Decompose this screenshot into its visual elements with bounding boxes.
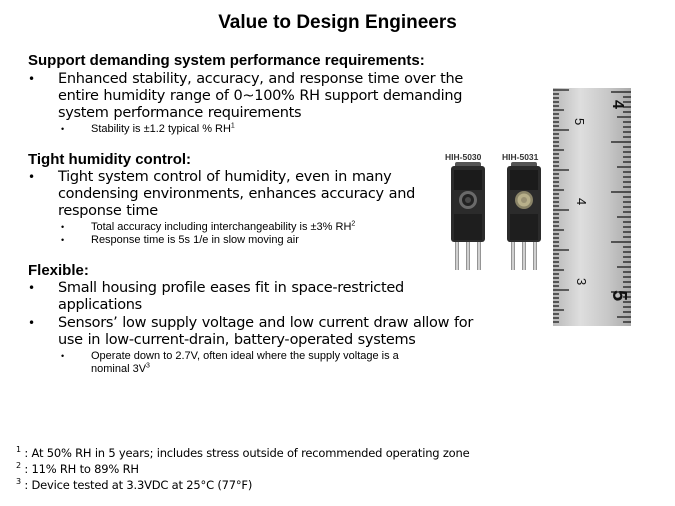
bullet-line: • Sensors’ low supply voltage and low current draw allow for: [58, 315, 474, 331]
bullet-item: [28, 280, 508, 314]
sensor-hih5031-image: [503, 162, 545, 272]
ruler-number: 4: [609, 100, 626, 109]
footnote-ref: 3: [146, 362, 150, 370]
sub-bullet-text: Total accuracy including interchangeability is ±3% RH: [91, 221, 352, 233]
bullet-line: response time: [58, 203, 158, 219]
bullet-line: condensing environments, enhances accuracy and: [58, 186, 415, 202]
footnote-ref: 2: [351, 220, 356, 228]
sensor-label-hih5031: HIH-5031: [502, 152, 539, 162]
ruler-image: [553, 88, 631, 326]
footnote-item: [16, 445, 469, 461]
bullet-line: entire humidity range of 0~100% RH support demanding: [58, 88, 463, 104]
sub-bullet-line: • Operate down to 2.7V, often ideal where the supply voltage is a: [91, 350, 399, 362]
sub-bullet-line: nominal 3V: [91, 363, 147, 375]
footnote-item: [16, 461, 469, 477]
bullet-item: [28, 315, 508, 349]
bullet-line: • Enhanced stability, accuracy, and response time over the: [58, 71, 464, 87]
sub-bullet-text: Stability is ±1.2 typical % RH: [91, 123, 231, 135]
footnote-ref: 1: [230, 122, 235, 130]
footnotes: [16, 445, 469, 493]
sub-bullet-item: [28, 350, 508, 376]
bullet-line: applications: [58, 297, 142, 313]
sub-bullet-item: [28, 234, 448, 247]
footnote-number: 3: [16, 477, 21, 487]
slide-title: Value to Design Engineers: [218, 12, 457, 33]
footnote-text: : Device tested at 3.3VDC at 25°C (77°F): [20, 478, 253, 492]
section-humidity-control: [28, 151, 448, 247]
bullet-line: • Tight system control of humidity, even in many: [58, 169, 392, 185]
section-performance: [28, 52, 498, 136]
sub-bullet-item: [28, 123, 498, 136]
sub-bullet-text: Response time is 5s 1/e in slow moving air: [91, 234, 299, 246]
sensor-label-hih5030: HIH-5030: [445, 152, 482, 162]
ruler-number: 5: [572, 118, 587, 126]
ruler-number: 5: [608, 290, 630, 302]
bullet-line: system performance requirements: [58, 105, 302, 121]
section-flexible: [28, 262, 508, 376]
footnote-item: [16, 477, 469, 493]
bullet-item: [28, 169, 448, 220]
ruler-number: 4: [574, 198, 589, 206]
footnote-text: : At 50% RH in 5 years; includes stress outside of recommended operating zone: [20, 446, 470, 460]
bullet-line: • Small housing profile eases fit in space-restricted: [58, 280, 404, 296]
bullet-line: use in low-current-drain, battery-operated systems: [58, 332, 416, 348]
ruler-number: 3: [574, 278, 589, 286]
footnote-text: : 11% RH to 89% RH: [20, 462, 139, 476]
footnote-number: 1: [16, 445, 21, 455]
section-heading: Support demanding system performance requirements:: [28, 52, 425, 69]
sub-bullet-item: [28, 221, 448, 234]
section-heading: Flexible:: [28, 262, 89, 279]
bullet-item: [28, 71, 498, 122]
footnote-number: 2: [16, 461, 21, 471]
section-heading: Tight humidity control:: [28, 151, 192, 168]
sensor-hih5030-image: [447, 162, 489, 272]
